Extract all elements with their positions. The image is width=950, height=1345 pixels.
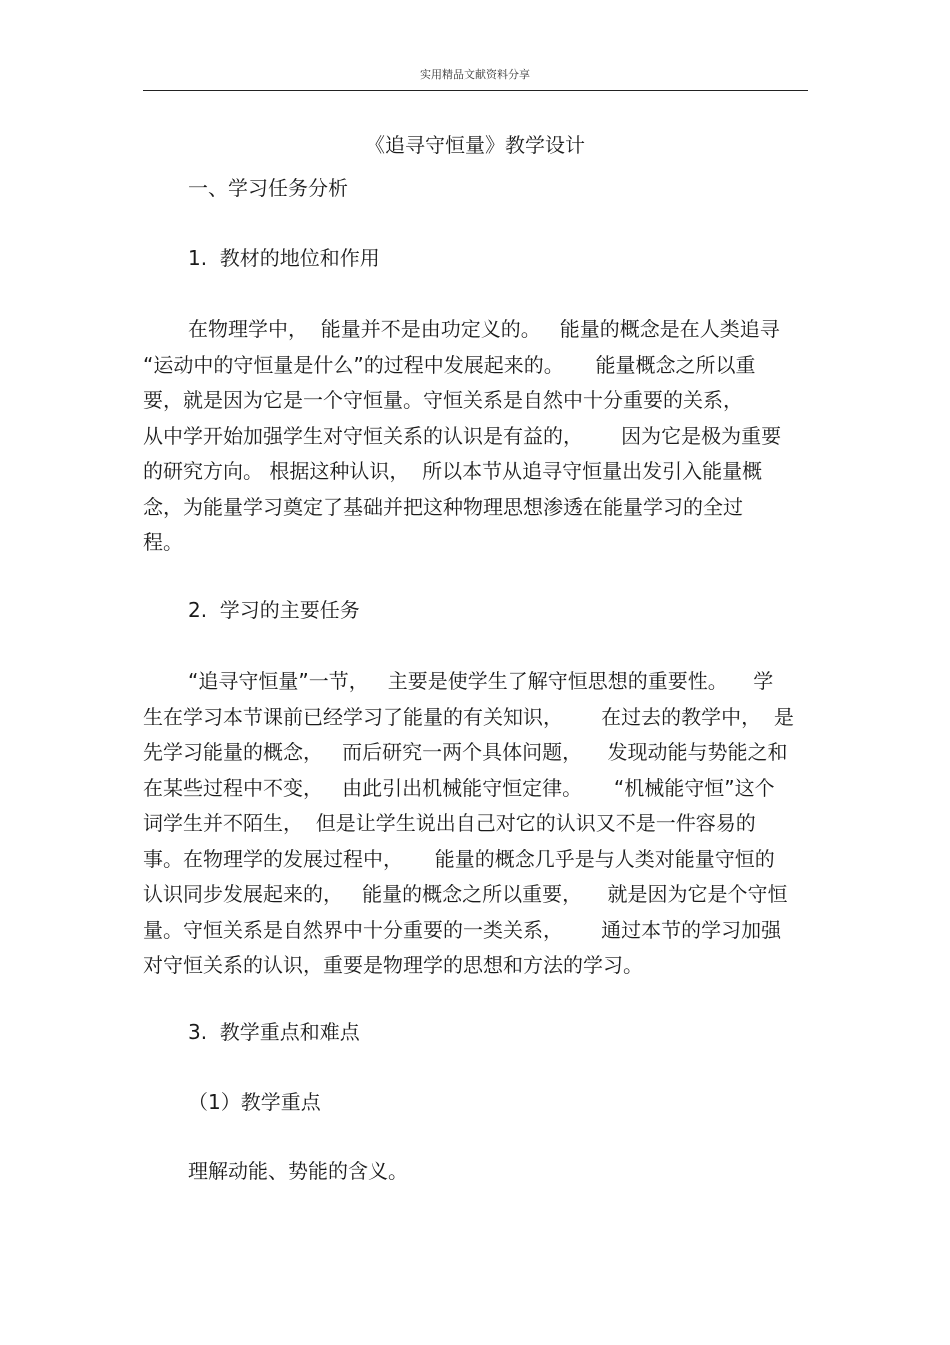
paragraph-line: 在物理学中， 能量并不是由功定义的。 能量的概念是在人类追寻 — [188, 317, 780, 341]
paragraph-line: “运动中的守恒量是什么”的过程中发展起来的。 能量概念之所以重 — [143, 352, 756, 377]
header-divider — [143, 90, 808, 91]
section-heading-1: 一、学习任务分析 — [188, 176, 348, 200]
paragraph-1 — [143, 312, 808, 561]
paragraph-line: 量。守恒关系是自然界中十分重要的一类关系， 通过本节的学习加强 — [143, 917, 782, 942]
paragraph-line: “追寻守恒量”一节， 主要是使学生了解守恒思想的重要性。 学 — [188, 669, 774, 693]
paragraph-line: 的研究方向。 根据这种认识， 所以本节从追寻守恒量出发引入能量概 — [143, 459, 763, 483]
paragraph-line: 词学生并不陌生， 但是让学生说出自己对它的认识又不是一件容易的 — [143, 811, 756, 835]
subheading-3: 3. 教学重点和难点 — [188, 1020, 360, 1044]
paragraph-line: 认识同步发展起来的， 能量的概念之所以重要， 就是因为它是个守恒 — [143, 882, 788, 906]
paragraph-3: 理解动能、势能的含义。 — [188, 1159, 408, 1183]
paragraph-line: 从中学开始加强学生对守恒关系的认识是有益的， 因为它是极为重要 — [143, 423, 782, 448]
paragraph-line: 先学习能量的概念， 而后研究一两个具体问题， 发现动能与势能之和 — [143, 740, 788, 764]
subheading-1: 1. 教材的地位和作用 — [188, 246, 380, 270]
paragraph-line: 程。 — [143, 530, 183, 554]
document-title: 《追寻守恒量》教学设计 — [365, 133, 585, 157]
paragraph-line: 要，就是因为它是一个守恒量。守恒关系是自然中十分重要的关系， — [143, 388, 743, 412]
paragraph-line: 对守恒关系的认识，重要是物理学的思想和方法的学习。 — [143, 953, 643, 977]
paragraph-2 — [143, 664, 808, 984]
header-text: 实用精品文献资料分享 — [420, 68, 530, 81]
paragraph-line: 生在学习本节课前已经学习了能量的有关知识， 在过去的教学中， 是 — [143, 704, 794, 729]
subheading-3-1: （1）教学重点 — [188, 1090, 321, 1114]
paragraph-line: 念，为能量学习奠定了基础并把这种物理思想渗透在能量学习的全过 — [143, 494, 743, 519]
paragraph-line: 事。在物理学的发展过程中， 能量的概念几乎是与人类对能量守恒的 — [143, 846, 775, 871]
subheading-2: 2. 学习的主要任务 — [188, 598, 360, 622]
paragraph-line: 在某些过程中不变， 由此引出机械能守恒定律。 “机械能守恒”这个 — [143, 775, 775, 800]
